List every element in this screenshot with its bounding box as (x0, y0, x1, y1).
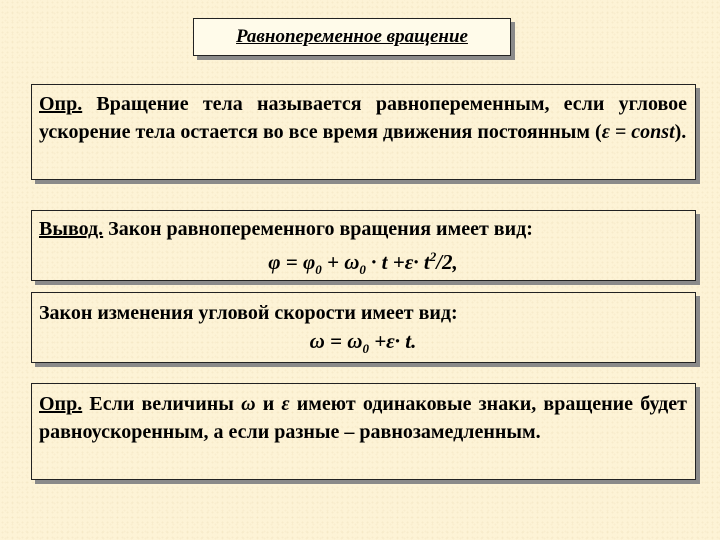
slide-title: Равнопеременное вращение (236, 26, 468, 47)
angular-velocity-box (31, 292, 696, 363)
angular-velocity-formula (39, 327, 687, 363)
formula-tail: /2, (436, 250, 458, 274)
omega-symbol: ω (241, 393, 256, 415)
definition-box-1 (31, 84, 696, 180)
formula-sub: 0 (315, 262, 322, 278)
definition-2-body: Если величины (82, 393, 242, 415)
formula-tail: · t. (394, 329, 417, 353)
formula-phi: φ (268, 250, 281, 274)
formula-omega0: ω (347, 329, 363, 353)
definition-box-2 (31, 383, 696, 480)
definition-1-label: Опр. (39, 93, 83, 115)
formula-omega: ω (309, 329, 325, 353)
conclusion-body: Закон равнопеременного вращения имеет вид: (103, 218, 533, 240)
angular-velocity-text: Закон изменения угловой скорости имеет вид: (39, 302, 458, 324)
definition-1-text (39, 90, 687, 146)
rotation-law-formula (39, 243, 687, 284)
const-equation: = const (609, 121, 675, 143)
formula-epsilon: ε (404, 250, 414, 274)
title-box (193, 18, 511, 56)
formula-term: · t (413, 250, 430, 274)
definition-1-body: Вращение тела называется равнопеременным, если угловое ускорение тела остается во все время движения постоянным ( (39, 93, 687, 143)
formula-plus: + (368, 329, 387, 353)
formula-term: · t + (365, 250, 405, 274)
definition-2-text (39, 390, 687, 446)
epsilon-symbol: ε (281, 393, 290, 415)
conjunction: и (255, 393, 282, 415)
formula-phi0: φ (302, 250, 316, 274)
conclusion-label: Вывод. (39, 218, 104, 240)
definition-2-body-end: имеют одинаковые знаки, вращение будет равноускоренным, а если разные – равнозамедленным. (39, 393, 688, 443)
formula-equals: = (280, 250, 303, 274)
formula-sub: 0 (359, 262, 366, 278)
formula-sup: 2 (429, 249, 437, 264)
formula-plus: + (321, 250, 345, 274)
definition-1-end: ). (674, 121, 687, 143)
formula-sub: 0 (362, 341, 369, 357)
epsilon-symbol: ε (601, 121, 610, 143)
conclusion-box (31, 210, 696, 281)
conclusion-text (39, 215, 687, 243)
formula-omega0: ω (344, 250, 360, 274)
formula-epsilon: ε (386, 329, 395, 353)
definition-2-label: Опр. (39, 393, 83, 415)
formula-equals: = (324, 329, 348, 353)
